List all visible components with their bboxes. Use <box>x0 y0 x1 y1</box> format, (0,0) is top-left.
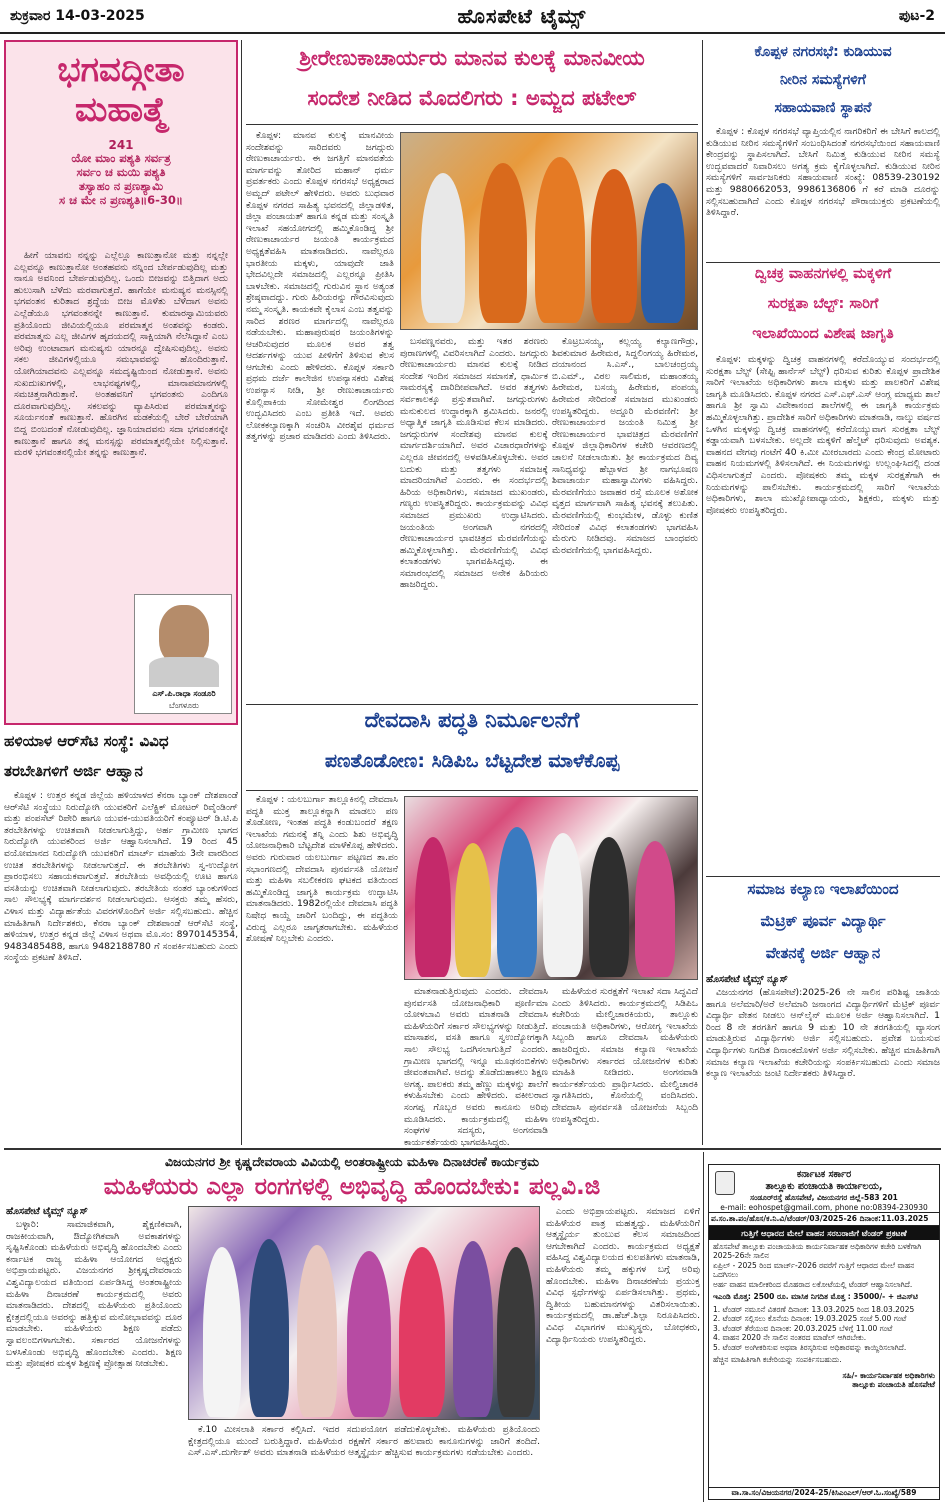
koppal-headline-1: ಕೊಪ್ಪಳ ನಗರಸಭೆ: ಕುಡಿಯುವ <box>754 44 892 60</box>
womensday-col-2: ಕೆ.10 ಮೀಸಲಾತಿ ಸರ್ಕಾರ ಕಲ್ಪಿಸಿದೆ. ಇದರ ಸದುಪಯೋಗ ಪಡೆದುಕೊಳ್ಳಬೇಕು. ಮಹಿಳೆಯರು ಪ್ರತಿಯೊಂದು ಕ್ಷೇತ್ರದಲ್ಲಿಯೂ ಮುಂದೆ ಬರುತ್ತಿದ್ದಾರೆ. ಮಹಿಳೆಯರ ರಕ್ಷಣೆಗೆ ಸರ್ಕಾರ ಹಲವಾರು ಕಾನೂನುಗಳನ್ನು ಜಾರಿಗೆ ತಂದಿದೆ. ಎಸ್.ಎಸ್.ದುರ್ಗೇಶ್ ಅವರು ಮಾತನಾಡಿ ಮಹಿಳೆಯರ ಆತ್ಮಸ್ಥೈರ್ಯ ಹೆಚ್ಚಿಸುವ ಕಾರ್ಯಕ್ರಮಗಳು ನಡೆಯಬೇಕು ಎಂದರು. <box>188 1424 540 1459</box>
notice-row: 4. ವಾಹನ 2020 ನೇ ಸಾಲಿನ ನಂತರದ ಮಾಡೆಲ್ ಆಗಿರಬೇಕು. <box>713 1333 867 1342</box>
notice-address: ಸಂಡೂರ್‌ರಸ್ತೆ ಹೊಸಪೇಟೆ, ವಿಜಯನಗರ ಜಿಲ್ಲೆ-583 201 <box>750 1193 898 1202</box>
womensday-col-3: ಎಂದು ಅಭಿಪ್ರಾಯಪಟ್ಟರು. ಸಮಾಜದ ಏಳಿಗೆ ಮಹಿಳೆಯರ ಪಾತ್ರ ಮಹತ್ವದ್ದು. ಮಹಿಳೆಯರಿಗೆ ಆತ್ಮಸ್ಥೈರ್ಯ ತುಂಬುವ ಕೆಲಸ ಸಮಾಜದಿಂದ ಆಗಬೇಕಾಗಿದೆ ಎಂದರು. ಕಾರ್ಯಕ್ರಮದ ಅಧ್ಯಕ್ಷತೆ ವಹಿಸಿದ್ದ ವಿಶ್ವವಿದ್ಯಾಲಯದ ಕುಲಪತಿಗಳು ಮಾತನಾಡಿ, ಮಹಿಳೆಯರು ತಮ್ಮ ಹಕ್ಕುಗಳ ಬಗ್ಗೆ ಅರಿವು ಹೊಂದಬೇಕು. ಮಹಿಳಾ ದಿನಾಚರಣೆಯ ಪ್ರಯುಕ್ತ ವಿವಿಧ ಸ್ಪರ್ಧೆಗಳನ್ನು ಏರ್ಪಡಿಸಲಾಗಿತ್ತು. ಪ್ರಥಮ, ದ್ವಿತೀಯ ಬಹುಮಾನಗಳನ್ನು ವಿತರಿಸಲಾಯಿತು. ಕಾರ್ಯಕ್ರಮದಲ್ಲಿ ಡಾ.ಹೆಚ್.ಶಿಲ್ಪಾ ನಿರೂಪಿಸಿದರು. ವಿವಿಧ ವಿಭಾಗಗಳ ಮುಖ್ಯಸ್ಥರು, ಬೋಧಕರು, ವಿದ್ಯಾರ್ಥಿನಿಯರು ಉಪಸ್ಥಿತರಿದ್ದರು. <box>546 1206 700 1345</box>
notice-banner: ಗುತ್ತಿಗೆ ಆಧಾರದ ಮೇಲೆ ವಾಹನ ಸರಬರಾಜಿಗೆ ಟೆಂಡರ್ ಪ್ರಕಟಣೆ <box>709 1226 939 1240</box>
devadasi-col-3: ಮಹಿಳೆಯರ ಸುರಕ್ಷತೆಗೆ ಇಲಾಖೆ ಸದಾ ಸಿದ್ಧವಿದೆ ಎಂದು ತಿಳಿಸಿದರು. ಕಾರ್ಯಕ್ರಮದಲ್ಲಿ ಸಿಡಿಪಿಒ ಕಚೇರಿಯ ಮೇಲ್ವಿಚಾರಕಿಯರು, ತಾಲ್ಲೂಕು ಪಂಚಾಯತಿ ಅಧಿಕಾರಿಗಳು, ಆರೋಗ್ಯ ಇಲಾಖೆಯ ಸಿಬ್ಬಂದಿ ಹಾಗೂ ದೇವದಾಸಿ ಮಹಿಳೆಯರು ಹಾಜರಿದ್ದರು. ಸಮಾಜ ಕಲ್ಯಾಣ ಇಲಾಖೆಯ ಅಧಿಕಾರಿಗಳು ಸರ್ಕಾರದ ಯೋಜನೆಗಳ ಕುರಿತು ಮಾಹಿತಿ ನೀಡಿದರು. ಅಂಗನವಾಡಿ ಕಾರ್ಯಕರ್ತೆಯರು ಪ್ರಾರ್ಥಿಸಿದರು. ಮೇಲ್ವಿಚಾರಕಿ ಸ್ವಾಗತಿಸಿದರು, ಕೊನೆಯಲ್ಲಿ ವಂದಿಸಿದರು. ದೇವದಾಸಿ ಪುನರ್ವಸತಿ ಯೋಜನೆಯ ಸಿಬ್ಬಂದಿ ಉಪಸ್ಥಿತರಿದ್ದರು. <box>552 986 698 1125</box>
person-figure <box>589 837 629 977</box>
author-name: ಎಸ್.ಪಿ.ರಾಧಾ ಸಂಡೂರಿ <box>152 689 216 698</box>
renuka-col-1: ಕೊಪ್ಪಳ: ಮಾನವ ಕುಲಕ್ಕೆ ಮಾನವೀಯ ಸಂದೇಶವನ್ನು ಸಾರಿದವರು ಜಗದ್ಗುರು ರೇಣುಕಾಚಾರ್ಯರು. ಈ ಜಗತ್ತಿಗೆ ಮಾನವತೆಯ ಮಾರ್ಗವನ್ನು ತೋರಿದ ಮಹಾನ್ ಧರ್ಮ ಪ್ರವರ್ತಕರು ಎಂದು ಕೊಪ್ಪಳ ನಗರಸಭೆ ಅಧ್ಯಕ್ಷರಾದ ಅಮ್ಜದ್ ಪಟೇಲ್ ಹೇಳಿದರು. ಅವರು ಬುಧವಾರ ಕೊಪ್ಪಳ ನಗರದ ಸಾಹಿತ್ಯ ಭವನದಲ್ಲಿ ಜಿಲ್ಲಾಡಳಿತ, ಜಿಲ್ಲಾ ಪಂಚಾಯತ್ ಹಾಗೂ ಕನ್ನಡ ಮತ್ತು ಸಂಸ್ಕೃತಿ ಇಲಾಖೆ ಸಹಯೋಗದಲ್ಲಿ ಹಮ್ಮಿಕೊಂಡಿದ್ದ ಶ್ರೀ ರೇಣುಕಾಚಾರ್ಯರ ಜಯಂತಿ ಕಾರ್ಯಕ್ರಮದ ಅಧ್ಯಕ್ಷತೆವಹಿಸಿ ಮಾತನಾಡಿದರು. ನಾವೆಲ್ಲರೂ ಭಾರತೀಯ ಮಕ್ಕಳು, ಯಾವುದೇ ಜಾತಿ ಭೇದವಿಲ್ಲದೇ ಸಮಾಜದಲ್ಲಿ ಎಲ್ಲರನ್ನೂ ಪ್ರೀತಿಸಿ ಬಾಳಬೇಕು. ಸಮಾಜದಲ್ಲಿ ಗುರುವಿನ ಸ್ಥಾನ ಅತ್ಯಂತ ಶ್ರೇಷ್ಠವಾದದ್ದು. ಗುರು ಹಿರಿಯರನ್ನು ಗೌರವಿಸುವುದು ನಮ್ಮ ಸಂಸ್ಕೃತಿ. ಕಾಯಕವೇ ಕೈಲಾಸ ಎಂಬ ತತ್ವವನ್ನು ಸಾರಿದ ಶರಣರ ಮಾರ್ಗದಲ್ಲಿ ನಾವೆಲ್ಲರೂ ನಡೆಯಬೇಕು. ಮಹಾಪುರುಷರ ಜಯಂತಿಗಳನ್ನು ಆಚರಿಸುವುದರ ಮೂಲಕ ಅವರ ತತ್ವ ಆದರ್ಶಗಳನ್ನು ಯುವ ಪೀಳಿಗೆಗೆ ತಿಳಿಸುವ ಕೆಲಸ ಆಗಬೇಕು ಎಂದು ಹೇಳಿದರು. ಕೊಪ್ಪಳ ಸರ್ಕಾರಿ ಪ್ರಥಮ ದರ್ಜೆ ಕಾಲೇಜಿನ ಉಪನ್ಯಾಸಕರು ವಿಶೇಷ ಉಪನ್ಯಾಸ ನೀಡಿ, ಶ್ರೀ ರೇಣುಕಾಚಾರ್ಯರು ಕೊಲ್ಲಿಪಾಕಿಯ ಸೋಮೇಶ್ವರ ಲಿಂಗದಿಂದ ಉದ್ಭವಿಸಿದರು ಎಂಬ ಪ್ರತೀತಿ ಇದೆ. ಅವರು ಲೋಕಕಲ್ಯಾಣಕ್ಕಾಗಿ ಸಂಚರಿಸಿ ವೀರಶೈವ ಧರ್ಮದ ತತ್ವಗಳನ್ನು ಪ್ರಚಾರ ಮಾಡಿದರು ಎಂದು ತಿಳಿಸಿದರು. <box>246 130 394 443</box>
notice-row: ಹೊಸಪೇಟೆ ತಾಲ್ಲೂಕು ಪಂಚಾಯತಿಯ ಕಾರ್ಯನಿರ್ವಾಹಕ ಅಧಿಕಾರಿಗಳ ಕಚೇರಿ ಬಳಕೆಗಾಗಿ 2025-26ನೇ ಸಾಲಿನ <box>713 1241 922 1260</box>
author-city: ಬೆಂಗಳೂರು <box>169 701 199 710</box>
person-figure <box>415 837 451 977</box>
person-figure <box>455 843 491 977</box>
womensday-headline: ಮಹಿಳೆಯರು ಎಲ್ಲಾ ರಂಗಗಳಲ್ಲಿ ಅಭಿವೃದ್ಧಿ ಹೊಂದಬೇಕು: ಪಲ್ಲವಿ.ಜಿ <box>103 1174 601 1200</box>
notice-ref: ಪ.ಸಂ.ತಾ.ಪಂ/ಹೊಸ/ಕ.ನಿ.ವಿ/ಟೆಂಡರ್/03/2025-26 ದಿನಾಂಕ:11.03.2025 <box>709 1212 939 1226</box>
person-figure <box>453 1241 493 1417</box>
notice-row: ಅರ್ಹ ವಾಹನ ಮಾಲೀಕರಿಂದ ಮೊಹರಾದ ಲಕೋಟೆಯಲ್ಲಿ ಟೆಂಡರ್ ಆಹ್ವಾನಿಸಲಾಗಿದೆ. <box>713 1279 913 1289</box>
devadasi-headline-1: ದೇವದಾಸಿ ಪದ್ಧತಿ ನಿರ್ಮೂಲನೆಗೆ <box>364 708 580 732</box>
issue-date: ಶುಕ್ರವಾರ 14-03-2025 <box>10 8 145 24</box>
author-face <box>159 605 209 665</box>
person-figure <box>297 1245 337 1417</box>
notice-row: 3. ಟೆಂಡರ್ ತೆರೆಯುವ ದಿನಾಂಕ: 20.03.2025 ಬೆಳಿಗ್ಗೆ 11.00 ಗಂಟೆ <box>713 1323 893 1333</box>
renuka-col-3: ಕೊಟ್ರಬಸಯ್ಯ, ಕಲ್ಲಯ್ಯ ಕಲ್ಯಾಣಗೌಡ್ರು, ಶಿವಕುಮಾರ ಹಿರೇಮಠ, ಸಿದ್ದಲಿಂಗಯ್ಯ ಹಿರೇಮಠ, ದಯಾನಂದ ಸಿ.ಎಸ್., ಬಾಲಚಂದ್ರಯ್ಯ ಬಿ.ಎಮ್., ವಿಠಲ ಸಾಲಿಮಠ, ಮಹಾಂತಯ್ಯ ಹಿರೇಮಠ, ಬಸಯ್ಯ ಹಿರೇಮಠ, ಪಂಪಯ್ಯ ಹಿರೇಮಠ ಸೇರಿದಂತೆ ಸಮಾಜದ ಮುಖಂಡರು ಉಪಸ್ಥಿತರಿದ್ದರು. ಅದ್ದೂರಿ ಮೆರವಣಿಗೆ: ಶ್ರೀ ರೇಣುಕಾಚಾರ್ಯರ ಜಯಂತಿ ನಿಮಿತ್ತ ಶ್ರೀ ರೇಣುಕಾಚಾರ್ಯರ ಭಾವಚಿತ್ರದ ಮೆರವಣಿಗೆಗೆ ಕೊಪ್ಪಳ ಜಿಲ್ಲಾಧಿಕಾರಿಗಳ ಕಚೇರಿ ಆವರಣದಲ್ಲಿ ಚಾಲನೆ ನೀಡಲಾಯಿತು. ಶ್ರೀ ಕಾರ್ಯಕ್ರಮದ ದಿವ್ಯ ಸಾನಿಧ್ಯವನ್ನು ಹೆಬ್ಬಾಳದ ಶ್ರೀ ನಾಗಭೂಷಣ ಶಿವಾಚಾರ್ಯ ಮಹಾಸ್ವಾಮಿಗಳು ವಹಿಸಿದ್ದರು. ಮೆರವಣಿಗೆಯು ಜವಾಹರ ರಸ್ತೆ ಮೂಲಕ ಅಶೋಕ ವೃತ್ತದ ಮಾರ್ಗವಾಗಿ ಸಾಹಿತ್ಯ ಭವನಕ್ಕೆ ತಲುಪಿತು. ಮೆರವಣಿಗೆಯಲ್ಲಿ ಕುಂಭಮೇಳ, ಡೊಳ್ಳು ಕುಣಿತ ಸೇರಿದಂತೆ ವಿವಿಧ ಕಲಾತಂಡಗಳು ಭಾಗವಹಿಸಿ ಮೆರುಗು ನೀಡಿದವು. ಸಮಾಜದ ಬಾಂಧವರು ಮೆರವಣಿಗೆಯಲ್ಲಿ ಭಾಗವಹಿಸಿದ್ದರು. <box>552 336 698 556</box>
womensday-kicker: ವಿಜಯನಗರ ಶ್ರೀ ಕೃಷ್ಣದೇವರಾಯ ವಿವಿಯಲ್ಲಿ ಅಂತರಾಷ್ಟ್ರೀಯ ಮಹಿಳಾ ದಿನಾಚರಣೆ ಕಾರ್ಯಕ್ರಮ <box>164 1154 540 1169</box>
seatbelt-headline-2: ಸುರಕ್ಷತಾ ಬೆಲ್ಟ್: ಸಾರಿಗೆ <box>767 296 879 312</box>
devadasi-event-photo <box>404 796 698 980</box>
person-figure <box>543 833 583 977</box>
gita-body: ಹೀಗೆ ಯಾವನು ನನ್ನನ್ನು ಎಲ್ಲೆಲ್ಲೂ ಕಾಣುತ್ತಾನೋ ಮತ್ತು ನನ್ನಲ್ಲೇ ಎಲ್ಲವನ್ನೂ ಕಾಣುತ್ತಾನೋ ಅಂತಹವನು ನನ್ನಿಂದ ಬೇರ್ಪಡುವುದಿಲ್ಲ ಮತ್ತು ನಾನೂ ಅವನಿಂದ ಬೇರ್ಪಡುವುದಿಲ್ಲ. ಒಂದು ಬೀಜವನ್ನು ಬಿತ್ತಿದಾಗ ಅದು ಹುಲುಸಾಗಿ ಬೆಳೆದು ಮರವಾಗುತ್ತದೆ. ಹಾಗೆಯೇ ಮನುಷ್ಯನ ಮನಸ್ಸಿನಲ್ಲಿ ಭಗವಂತನ ಕುರಿತಾದ ಶ್ರದ್ಧೆಯ ಬೀಜ ಮೊಳೆತು ಬೆಳೆದಾಗ ಅವನು ಎಲ್ಲೆಡೆಯೂ ಭಗವಂತನನ್ನೇ ಕಾಣುತ್ತಾನೆ. ಕುಮಾರಸ್ವಾಮಿಯವರು ಪ್ರತಿಯೊಂದು ಜೀವಿಯಲ್ಲಿಯೂ ಪರಮಾತ್ಮನ ಅಂಶವನ್ನು ಕಂಡರು. ಪರಮಾತ್ಮನು ಎಲ್ಲ ಜೀವಿಗಳ ಹೃದಯದಲ್ಲಿ ಸಾಕ್ಷಿಯಾಗಿ ನೆಲೆಸಿದ್ದಾನೆ ಎಂಬ ಅರಿವು ಉಂಟಾದಾಗ ಮನುಷ್ಯನು ಯಾರನ್ನೂ ದ್ವೇಷಿಸುವುದಿಲ್ಲ. ಅವನು ಸಕಲ ಜೀವಿಗಳಲ್ಲಿಯೂ ಸಮಭಾವವನ್ನು ಹೊಂದಿರುತ್ತಾನೆ. ಯೋಗಿಯಾದವನು ಎಲ್ಲವನ್ನೂ ಸಮದೃಷ್ಟಿಯಿಂದ ನೋಡುತ್ತಾನೆ. ಅವನು ಸುಖದುಃಖಗಳಲ್ಲಿ, ಲಾಭನಷ್ಟಗಳಲ್ಲಿ, ಮಾನಾಪಮಾನಗಳಲ್ಲಿ ಸಮಚಿತ್ತನಾಗಿರುತ್ತಾನೆ. ಅಂತಹವನಿಗೆ ಭಗವಂತನು ಎಂದಿಗೂ ದೂರವಾಗುವುದಿಲ್ಲ. ಸಕಲವನ್ನು ವ್ಯಾಪಿಸಿರುವ ಪರಮಾತ್ಮನನ್ನು ಸೂರ್ಯನಂತೆ ಕಾಣುತ್ತಾನೆ. ಹೊರಗಿನ ಮಡಕೆಯಲ್ಲಿ ಬೇರೆ ಬೇರೆಯಾಗಿ ಬಿದ್ದ ಬಿಂಬದಂತೆ ನೋಡುವುದಿಲ್ಲ. ಜ್ಞಾನಿಯಾದವನು ಸದಾ ಭಗವಂತನನ್ನೇ ಕಾಣುತ್ತಾನೆ ಹಾಗೂ ತನ್ನ ಮನಸ್ಸನ್ನು ಪರಮಾತ್ಮನಲ್ಲಿಯೇ ನಿಲ್ಲಿಸುತ್ತಾನೆ. ಮರಳಿ ಭಗವಂತನಲ್ಲಿಯೇ ತನ್ನನ್ನು ಕಾಣುತ್ತಾನೆ. <box>14 250 228 459</box>
newspaper-name: ಹೊಸಪೇಟೆ ಟೈಮ್ಸ್ <box>457 4 587 28</box>
section-rule <box>706 876 940 877</box>
author-shirt <box>149 657 219 687</box>
notice-rows <box>709 1240 939 1392</box>
column-divider <box>703 1152 704 1502</box>
scholarship-body: ವಿಜಯನಗರ (ಹೊಸಪೇಟೆ):2025-26 ನೇ ಸಾಲಿನ ಪರಿಶಿಷ್ಟ ಜಾತಿಯ ಹಾಗೂ ಅಲೆಮಾರಿ/ಅರೆ ಅಲೆಮಾರಿ ಜನಾಂಗದ ವಿದ್ಯಾರ್ಥಿಗಳಿಗೆ ಮೆಟ್ರಿಕ್ ಪೂರ್ವ ವಿದ್ಯಾರ್ಥಿ ವೇತನ ನೀಡಲು ಆನ್‌ಲೈನ್ ಮೂಲಕ ಅರ್ಜಿ ಆಹ್ವಾನಿಸಲಾಗಿದೆ. 1 ರಿಂದ 8 ನೇ ತರಗತಿಗೆ ಹಾಗೂ 9 ಮತ್ತು 10 ನೇ ತರಗತಿಯಲ್ಲಿ ವ್ಯಾಸಂಗ ಮಾಡುತ್ತಿರುವ ವಿದ್ಯಾರ್ಥಿಗಳು ಅರ್ಜಿ ಸಲ್ಲಿಸಬಹುದು. ಪ್ರವೇಶ ಬಯಸುವ ವಿದ್ಯಾರ್ಥಿಗಳು ನಿಗದಿತ ದಿನಾಂಕದೊಳಗೆ ಅರ್ಜಿ ಸಲ್ಲಿಸಬೇಕು. ಹೆಚ್ಚಿನ ಮಾಹಿತಿಗಾಗಿ ಸಮಾಜ ಕಲ್ಯಾಣ ಇಲಾಖೆಯ ಕಚೇರಿಯನ್ನು ಸಂಪರ್ಕಿಸಬಹುದು ಎಂದು ಸಮಾಜ ಕಲ್ಯಾಣ ಇಲಾಖೆಯ ಜಂಟಿ ನಿರ್ದೇಶಕರು ತಿಳಿಸಿದ್ದಾರೆ. <box>706 987 940 1080</box>
notice-row: ಏಪ್ರಿಲ್ - 2025 ರಿಂದ ಮಾರ್ಚ್-2026 ರವರೆಗೆ ಗುತ್ತಿಗೆ ಆಧಾರದ ಮೇಲೆ ವಾಹನ ಒದಗಿಸಲು <box>713 1260 915 1279</box>
scholarship-dateline: ಹೊಸಪೇಟೆ ಟೈಮ್ಸ್ ನ್ಯೂಸ್ <box>706 974 788 985</box>
devadasi-col-2: ಮಾತನಾಡುತ್ತಿರುವುದು ಎಂದರು. ದೇವದಾಸಿ ಪುನರ್ವಸತಿ ಯೋಜನಾಧಿಕಾರಿ ಪೂರ್ಣಿಮಾ ಯೋಳಬಾವಿ ಅವರು ಮಾತನಾಡಿ ದೇವದಾಸಿ ಮಹಿಳೆಯರಿಗೆ ಸರ್ಕಾರ ಸೌಲಭ್ಯಗಳನ್ನು ನೀಡುತ್ತಿದೆ. ಮಾಸಾಶನ, ವಸತಿ ಹಾಗೂ ಸ್ವಉದ್ಯೋಗಕ್ಕಾಗಿ ಸಾಲ ಸೌಲಭ್ಯ ಒದಗಿಸಲಾಗುತ್ತಿದೆ ಎಂದರು. ಗ್ರಾಮೀಣ ಭಾಗದಲ್ಲಿ ಇನ್ನೂ ಮೂಢನಂಬಿಕೆಗಳು ಜೀವಂತವಾಗಿವೆ. ಅದನ್ನು ತೊಡೆದುಹಾಕಲು ಶಿಕ್ಷಣ ಅಗತ್ಯ. ಪಾಲಕರು ತಮ್ಮ ಹೆಣ್ಣು ಮಕ್ಕಳನ್ನು ಶಾಲೆಗೆ ಕಳುಹಿಸಬೇಕು ಎಂದು ಹೇಳಿದರು. ವಕೀಲರಾದ ಸಂಗಪ್ಪ ಗೊಬ್ಬರ ಅವರು ಕಾನೂನು ಅರಿವು ಮೂಡಿಸಿದರು. ಕಾರ್ಯಕ್ರಮದಲ್ಲಿ ಮಹಿಳಾ ಸಂಘಗಳ ಸದಸ್ಯರು, ಅಂಗನವಾಡಿ ಕಾರ್ಯಕರ್ತೆಯರು ಭಾಗವಹಿಸಿದ್ದರು. <box>404 986 548 1148</box>
bhagavadgita-box <box>4 40 238 725</box>
seatbelt-headline-3: ಇಲಾಖೆಯಿಂದ ವಿಶೇಷ ಜಾಗೃತಿ <box>752 326 894 342</box>
verse-line: ತಸ್ಯಾಹಂ ನ ಪ್ರಣಶ್ಯಾಮಿ <box>78 178 164 193</box>
womensday-dateline: ಹೊಸಪೇಟೆ ಟೈಮ್ಸ್ ನ್ಯೂಸ್ <box>6 1206 88 1217</box>
verse-line: ಸರ್ವಂ ಚ ಮಯಿ ಪಶ್ಯತಿ <box>76 165 166 180</box>
womensday-col-1: ಬಳ್ಳಾರಿ: ಸಾಮಾಜಿಕವಾಗಿ, ಶೈಕ್ಷಣಿಕವಾಗಿ, ರಾಜಕೀಯವಾಗಿ, ಔದ್ಯೋಗಿಕವಾಗಿ ಅವಕಾಶಗಳನ್ನು ಸೃಷ್ಟಿಸಿಕೊಂಡು ಮಹಿಳೆಯರು ಅಭಿವೃದ್ಧಿ ಹೊಂದಬೇಕು ಎಂದು ಕರ್ನಾಟಕ ರಾಜ್ಯ ಮಹಿಳಾ ಆಯೋಗದ ಅಧ್ಯಕ್ಷರು ಅಭಿಪ್ರಾಯಪಟ್ಟರು. ವಿಜಯನಗರ ಶ್ರೀಕೃಷ್ಣದೇವರಾಯ ವಿಶ್ವವಿದ್ಯಾಲಯದ ವತಿಯಿಂದ ಏರ್ಪಡಿಸಿದ್ದ ಅಂತರಾಷ್ಟ್ರೀಯ ಮಹಿಳಾ ದಿನಾಚರಣೆ ಕಾರ್ಯಕ್ರಮದಲ್ಲಿ ಅವರು ಮಾತನಾಡಿದರು. ದೇಶದಲ್ಲಿ ಮಹಿಳೆಯರು ಪ್ರತಿಯೊಂದು ಕ್ಷೇತ್ರದಲ್ಲಿಯೂ ಅವರನ್ನು ಹತ್ತಿಕ್ಕುವ ಮನೋಭಾವವನ್ನು ದೂರ ಮಾಡಬೇಕು. ಮಹಿಳೆಯರು ಶಿಕ್ಷಣ ಪಡೆದು ಸ್ವಾವಲಂಬಿಗಳಾಗಬೇಕು. ಸರ್ಕಾರದ ಯೋಜನೆಗಳನ್ನು ಬಳಸಿಕೊಂಡು ಅಭಿವೃದ್ಧಿ ಹೊಂದಬೇಕು ಎಂದರು. ಶಿಕ್ಷಣ ಮತ್ತು ಪೋಷಕರ ಮಕ್ಕಳ ಶಿಕ್ಷಣಕ್ಕೆ ಪ್ರೋತ್ಸಾಹ ನೀಡಬೇಕು. <box>6 1219 182 1370</box>
rseti-headline-2: ತರಬೇತಿಗಳಿಗೆ ಅರ್ಜಿ ಆಹ್ವಾನ <box>4 762 143 780</box>
koppal-headline-2: ನೀರಿನ ಸಮಸ್ಯೆಗಳಿಗೆ <box>780 72 866 88</box>
notice-gov: ಕರ್ನಾಟಕ ಸರ್ಕಾರ <box>796 1169 852 1180</box>
renuka-headline-1: ಶ್ರೀರೇಣುಕಾಚಾರ್ಯರು ಮಾನವ ಕುಲಕ್ಕೆ ಮಾನವೀಯ <box>299 46 645 70</box>
seatbelt-headline-1: ದ್ವಿಚಕ್ರ ವಾಹನಗಳಲ್ಲಿ ಮಕ್ಕಳಿಗೆ <box>754 266 892 282</box>
person-figure <box>497 1247 535 1417</box>
scholarship-headline-1: ಸಮಾಜ ಕಲ್ಯಾಣ ಇಲಾಖೆಯಿಂದ <box>747 880 899 898</box>
column-divider <box>702 40 703 1145</box>
devadasi-headline-2: ಪಣತೊಡೋಣ: ಸಿಡಿಪಿಒ ಬೆಟ್ಟದೇಶ ಮಾಳೆಕೊಪ್ಪ <box>324 750 620 772</box>
person-figure <box>347 1251 391 1417</box>
person-figure <box>203 1247 241 1417</box>
author-photo <box>134 594 232 714</box>
person-figure <box>249 1239 289 1417</box>
gita-title-1: ಭಗವದ್ಗೀತಾ <box>57 50 185 90</box>
person-figure <box>421 173 465 323</box>
notice-row: 1. ಟೆಂಡರ್ ನಮೂನೆ ವಿತರಣೆ ದಿನಾಂಕ: 13.03.2025 ರಿಂದ 18.03.2025 <box>713 1304 915 1314</box>
koppal-headline-3: ಸಹಾಯವಾಣಿ ಸ್ಥಾಪನೆ <box>774 100 872 116</box>
scholarship-headline-3: ವೇತನಕ್ಕೆ ಅರ್ಜಿ ಆಹ್ವಾನ <box>765 944 881 962</box>
verse-line: ಯೋ ಮಾಂ ಪಶ್ಯತಿ ಸರ್ವತ್ರ <box>71 151 171 166</box>
headline-rule <box>246 124 698 125</box>
person-figure <box>479 163 527 323</box>
renuka-event-photo <box>400 132 698 330</box>
womensday-event-photo <box>188 1206 540 1420</box>
notice-row: 5. ಟೆಂಡರ್ ಅಂಗೀಕರಿಸುವ ಅಥವಾ ತಿರಸ್ಕರಿಸುವ ಅಧಿಕಾರವನ್ನು ಕಾಯ್ದಿರಿಸಲಾಗಿದೆ. <box>713 1342 907 1352</box>
koppal-body: ಕೊಪ್ಪಳ : ಕೊಪ್ಪಳ ನಗರಸಭೆ ವ್ಯಾಪ್ತಿಯಲ್ಲಿನ ನಾಗರಿಕರಿಗೆ ಈ ಬೇಸಿಗೆ ಕಾಲದಲ್ಲಿ ಕುಡಿಯುವ ನೀರಿನ ಸಮಸ್ಯೆಗಳಿಗೆ ಸಂಬಂಧಿಸಿದಂತೆ ನಗರಸಭೆಯಿಂದ ಸಹಾಯವಾಣಿ ಕೇಂದ್ರವನ್ನು ಸ್ಥಾಪಿಸಲಾಗಿದೆ. ಬೇಸಿಗೆ ನಿಮಿತ್ತ ಕುಡಿಯುವ ನೀರಿನ ಸಮಸ್ಯೆ ಉದ್ಭವವಾದರೆ ನಿವಾರಿಸಲು ಅಗತ್ಯ ಕ್ರಮ ಕೈಗೊಳ್ಳಲಾಗಿದೆ. ಕುಡಿಯುವ ನೀರಿನ ಸಮಸ್ಯೆಗಳಿಗೆ ಸಾರ್ವಜನಿಕರು ಸಹಾಯವಾಣಿ ಸಂಖ್ಯೆ: 08539-230192 ಮತ್ತು 9880662053, 9986136806 ಗೆ ಕರೆ ಮಾಡಿ ದೂರನ್ನು ಸಲ್ಲಿಸಬಹುದಾಗಿದೆ ಎಂದು ಕೊಪ್ಪಳ ನಗರಸಭೆ ಪೌರಾಯುಕ್ತರು ಪ್ರಕಟಣೆಯಲ್ಲಿ ತಿಳಿಸಿದ್ದಾರೆ. <box>706 126 940 219</box>
column-divider <box>241 40 242 1145</box>
notice-row: ಸಹಿ/- ಕಾರ್ಯನಿರ್ವಾಹಕ ಅಧಿಕಾರಿಗಳು <box>842 1370 935 1380</box>
notice-row: ಹೆಚ್ಚಿನ ಮಾಹಿತಿಗಾಗಿ ಕಚೇರಿಯನ್ನು ಸಂಪರ್ಕಿಸಬಹುದು. <box>713 1355 842 1364</box>
notice-sign: ತಾಲ್ಲೂಕು ಪಂಚಾಯತಿ ಹೊಸಪೇಟೆ <box>852 1380 935 1389</box>
rseti-headline-1: ಹಳಿಯಾಳ ಆರ್‌ಸೆಟಿ ಸಂಸ್ಥೆ: ವಿವಿಧ <box>4 732 169 750</box>
headline-rule <box>246 790 698 791</box>
notice-footer: ವಾ.ಸಾ.ಸಂ/ವಿಜಯನಗರ/2024-25/ಕಿಸಿಎಂಎಲ್/ಆರ್.ಓ.ಸಂಖ್ಯೆ/589 <box>709 1487 939 1498</box>
person-figure <box>635 841 675 977</box>
renuka-col-2: ಬಸವಣ್ಣನವರು, ಮತ್ತು ಇತರ ಶರಣರು ಪುರಾಣಗಳಲ್ಲಿ ವಿವರಿಸಲಾಗಿದೆ ಎಂದರು. ಜಗದ್ಗುರು ರೇಣುಕಾಚಾರ್ಯರು ಮಾನವ ಕುಲಕ್ಕೆ ನೀಡಿದ ಸಂದೇಶ ಇಂದಿನ ಸಮಾಜದ ಸಮಾನತೆ, ಧಾರ್ಮಿಕ ಸಾಮರಸ್ಯಕ್ಕೆ ದಾರಿದೀಪವಾಗಿದೆ. ಅವರ ತತ್ವಗಳು ಸರ್ವಕಾಲಕ್ಕೂ ಪ್ರಸ್ತುತವಾಗಿವೆ. ಜಗದ್ಗುರುಗಳು ಮನುಕುಲದ ಉದ್ಧಾರಕ್ಕಾಗಿ ಶ್ರಮಿಸಿದರು. ಜನರಲ್ಲಿ ಅಧ್ಯಾತ್ಮಿಕ ಜಾಗೃತಿ ಮೂಡಿಸುವ ಕೆಲಸ ಮಾಡಿದರು. ಜಗದ್ಗುರುಗಳ ಸಂದೇಶವು ಮಾನವ ಕುಲಕ್ಕೆ ಮಾರ್ಗದರ್ಶಿಯಾಗಿದೆ. ಅವರ ವಿಚಾರಧಾರೆಗಳನ್ನು ಎಲ್ಲರೂ ಜೀವನದಲ್ಲಿ ಅಳವಡಿಸಿಕೊಳ್ಳಬೇಕು. ಅವರ ಬದುಕು ಮತ್ತು ತತ್ವಗಳು ಸಮಾಜಕ್ಕೆ ಮಾದರಿಯಾಗಿವೆ ಎಂದರು. ಈ ಸಂದರ್ಭದಲ್ಲಿ ಹಿರಿಯ ಅಧಿಕಾರಿಗಳು, ಸಮಾಜದ ಮುಖಂಡರು, ಗಣ್ಯರು ಉಪಸ್ಥಿತರಿದ್ದರು. ಕಾರ್ಯಕ್ರಮವನ್ನು ವಿವಿಧ ಸಮಾಜದ ಪ್ರಮುಖರು ಉದ್ಘಾಟಿಸಿದರು. ಜಯಂತಿಯ ಅಂಗವಾಗಿ ನಗರದಲ್ಲಿ ರೇಣುಕಾಚಾರ್ಯರ ಭಾವಚಿತ್ರದ ಮೆರವಣಿಗೆಯನ್ನು ಹಮ್ಮಿಕೊಳ್ಳಲಾಗಿತ್ತು. ಮೆರವಣಿಗೆಯಲ್ಲಿ ವಿವಿಧ ಕಲಾತಂಡಗಳು ಭಾಗವಹಿಸಿದ್ದವು. ಈ ಸಮಾರಂಭದಲ್ಲಿ ಸಮಾಜದ ಅನೇಕ ಹಿರಿಯರು ಹಾಜರಿದ್ದರು. <box>400 336 548 591</box>
notice-email: e-mail: eohospet@gmail.com, phone no:08394-230930 <box>720 1202 928 1212</box>
seatbelt-body: ಕೊಪ್ಪಳ: ಮಕ್ಕಳನ್ನು ದ್ವಿಚಕ್ರ ವಾಹನಗಳಲ್ಲಿ ಕರೆದೊಯ್ಯುವ ಸಂದರ್ಭದಲ್ಲಿ ಸುರಕ್ಷತಾ ಬೆಲ್ಟ್ (ಸೇಫ್ಟಿ ಹಾರ್ನೆಸ್ ಬೆಲ್ಟ್) ಧರಿಸುವ ಕುರಿತು ಕೊಪ್ಪಳ ಪ್ರಾದೇಶಿಕ ಸಾರಿಗೆ ಇಲಾಖೆಯ ಅಧಿಕಾರಿಗಳು ಶಾಲಾ ಮಕ್ಕಳು ಮತ್ತು ಪಾಲಕರಿಗೆ ವಿಶೇಷ ಜಾಗೃತಿ ಮೂಡಿಸಿದರು. ಕೊಪ್ಪಳ ನಗರದ ಎಸ್.ಎಫ್.ಎಸ್ ಆಂಗ್ಲ ಮಾಧ್ಯಮ ಶಾಲೆ ಹಾಗೂ ಶ್ರೀ ಸ್ವಾಮಿ ವಿವೇಕಾನಂದ ಶಾಲೆಗಳಲ್ಲಿ ಈ ಜಾಗೃತಿ ಕಾರ್ಯಕ್ರಮ ಹಮ್ಮಿಕೊಳ್ಳಲಾಗಿತ್ತು. ಪ್ರಾದೇಶಿಕ ಸಾರಿಗೆ ಅಧಿಕಾರಿಗಳು ಮಾತನಾಡಿ, ನಾಲ್ಕು ವರ್ಷದ ಒಳಗಿನ ಮಕ್ಕಳನ್ನು ದ್ವಿಚಕ್ರ ವಾಹನಗಳಲ್ಲಿ ಕರೆದೊಯ್ಯುವಾಗ ಸುರಕ್ಷತಾ ಬೆಲ್ಟ್ ಕಡ್ಡಾಯವಾಗಿ ಬಳಸಬೇಕು. ಅಲ್ಲದೇ ಮಕ್ಕಳಿಗೆ ಹೆಲ್ಮೆಟ್ ಧರಿಸುವುದು ಅವಶ್ಯಕ. ವಾಹನದ ವೇಗವು ಗಂಟೆಗೆ 40 ಕಿ.ಮೀ ಮೀರಬಾರದು ಎಂದು ಕೇಂದ್ರ ಮೋಟಾರು ವಾಹನ ನಿಯಮಗಳಲ್ಲಿ ತಿಳಿಸಲಾಗಿದೆ. ಈ ನಿಯಮಗಳನ್ನು ಉಲ್ಲಂಘಿಸಿದಲ್ಲಿ ದಂಡ ವಿಧಿಸಲಾಗುತ್ತದೆ ಎಂದರು. ಪೋಷಕರು ತಮ್ಮ ಮಕ್ಕಳ ಸುರಕ್ಷತೆಗಾಗಿ ಈ ನಿಯಮಗಳನ್ನು ಪಾಲಿಸಬೇಕು. ಕಾರ್ಯಕ್ರಮದಲ್ಲಿ ಸಾರಿಗೆ ಇಲಾಖೆಯ ಅಧಿಕಾರಿಗಳು, ಶಾಲಾ ಮುಖ್ಯೋಪಾಧ್ಯಾಯರು, ಶಿಕ್ಷಕರು, ಮಕ್ಕಳು ಮತ್ತು ಪೋಷಕರು ಉಪಸ್ಥಿತರಿದ್ದರು. <box>706 354 940 516</box>
section-rule <box>4 1148 941 1150</box>
gita-title-2: ಮಹಾತ್ಮೆ <box>75 90 167 130</box>
notice-office: ತಾಲ್ಲೂಕು ಪಂಚಾಯತಿ ಕಾರ್ಯಾಲಯ, <box>765 1181 883 1192</box>
tender-notice <box>708 1164 940 1500</box>
devadasi-col-1: ಕೊಪ್ಪಳ : ಯಲಬುರ್ಗಾ ತಾಲ್ಲೂಕಿನಲ್ಲಿ ದೇವದಾಸಿ ಪದ್ಧತಿ ಮುಕ್ತ ತಾಲ್ಲೂಕನ್ನಾಗಿ ಮಾಡಲು ಪಣ ತೊಡೋಣ, ಇಂತಹ ಪದ್ಧತಿ ಕಂಡುಬಂದರೆ ತಕ್ಷಣ ಇಲಾಖೆಯ ಗಮನಕ್ಕೆ ತನ್ನಿ ಎಂದು ಶಿಶು ಅಭಿವೃದ್ಧಿ ಯೋಜನಾಧಿಕಾರಿ ಬೆಟ್ಟದೇಶ ಮಾಳೆಕೊಪ್ಪ ಹೇಳಿದರು. ಅವರು ಗುರುವಾರ ಯಲಬುರ್ಗಾ ಪಟ್ಟಣದ ತಾ.ಪಂ ಸಭಾಂಗಣದಲ್ಲಿ ದೇವದಾಸಿ ಪುನರ್ವಸತಿ ಯೋಜನೆ ಮತ್ತು ಮಹಿಳಾ ಸಬಲೀಕರಣ ಘಟಕದ ವತಿಯಿಂದ ಹಮ್ಮಿಕೊಂಡಿದ್ದ ಜಾಗೃತಿ ಕಾರ್ಯಕ್ರಮ ಉದ್ಘಾಟಿಸಿ ಮಾತನಾಡಿದರು. 1982ರಲ್ಲಿಯೇ ದೇವದಾಸಿ ಪದ್ಧತಿ ನಿಷೇಧ ಕಾಯ್ದೆ ಜಾರಿಗೆ ಬಂದಿದ್ದು, ಈ ಪದ್ಧತಿಯ ವಿರುದ್ಧ ಎಲ್ಲರೂ ಜಾಗೃತರಾಗಬೇಕು. ಮಹಿಳೆಯರ ಶೋಷಣೆ ನಿಲ್ಲಬೇಕು ಎಂದರು. <box>246 794 398 945</box>
person-figure <box>535 157 585 323</box>
masthead <box>0 0 945 34</box>
renuka-headline-2: ಸಂದೇಶ ನೀಡಿದ ಮೊದಲಿಗರು : ಅಮ್ಜದ ಪಟೇಲ್ <box>307 86 637 110</box>
scholarship-headline-2: ಮೆಟ್ರಿಕ್ ಪೂರ್ವ ವಿದ್ಯಾರ್ಥಿ <box>760 912 886 930</box>
person-figure <box>399 1247 445 1417</box>
verse-line: ಸ ಚ ಮೇ ನ ಪ್ರಣಶ್ಯತಿ॥6-30॥ <box>59 192 183 207</box>
notice-row: ಇಎಂಡಿ ಮೊತ್ತ: 2500 ರೂ. ಮಾಸಿಕ ನಿಗದಿತ ಮೊತ್ತ : 35000/- + ಜಿಎಸ್‌ಟಿ <box>713 1292 918 1301</box>
notice-row: 2. ಟೆಂಡರ್ ಸಲ್ಲಿಸಲು ಕೊನೆಯ ದಿನಾಂಕ: 19.03.2025 ಸಂಜೆ 5.00 ಗಂಟೆ <box>713 1314 907 1323</box>
person-figure <box>641 183 685 323</box>
karnataka-emblem-icon <box>715 1171 735 1195</box>
verse-number: 241 <box>108 138 134 152</box>
section-rule <box>706 262 940 263</box>
page-number: ಪುಟ-2 <box>898 8 935 24</box>
rseti-article <box>4 732 238 1142</box>
person-figure <box>591 169 637 323</box>
section-rule <box>246 704 698 705</box>
person-figure <box>497 827 537 977</box>
rseti-body: ಕೊಪ್ಪಳ : ಉತ್ತರ ಕನ್ನಡ ಜಿಲ್ಲೆಯ ಹಳಿಯಾಳದ ಕೆನರಾ ಬ್ಯಾಂಕ್ ದೇಶಪಾಂಡೆ ಆರ್‌ಸೆಟಿ ಸಂಸ್ಥೆಯು ನಿರುದ್ಯೋಗಿ ಯುವಕರಿಗೆ ಎಲೆಕ್ಟ್ರಿಕ್ ಮೋಟರ್ ರಿವೈಂಡಿಂಗ್ ಮತ್ತು ಪಂಪಸೆಟ್ ರಿಪೇರಿ ಹಾಗೂ ಯುವಕ-ಯುವತಿಯರಿಗೆ ಕಂಪ್ಯೂಟರ್ ಡಿ.ಟಿ.ಪಿ ತರಬೇತಿಗಳನ್ನು ಉಚಿತವಾಗಿ ನೀಡಲಾಗುತ್ತಿದ್ದು, ಅರ್ಹ ಗ್ರಾಮೀಣ ಭಾಗದ ನಿರುದ್ಯೋಗಿ ಯುವಕರಿಂದ ಅರ್ಜಿ ಆಹ್ವಾನಿಸಲಾಗಿದೆ. 19 ರಿಂದ 45 ವಯೋಮಾನದ ನಿರುದ್ಯೋಗಿ ಯುವಕರಿಗೆ ಮಾರ್ಚ್ ಮಾಹೆಯ 3ನೇ ವಾರದಿಂದ ಉಚಿತ ತರಬೇತಿಗಳನ್ನು ನೀಡಲಾಗುತ್ತದೆ. ಈ ತರಬೇತಿಗಳು ಸ್ವ-ಉದ್ಯೋಗ ಪ್ರಾರಂಭಿಸಲು ಸಹಾಯಕವಾಗುತ್ತವೆ. ತರಬೇತಿಯ ಅವಧಿಯಲ್ಲಿ ಊಟ ಹಾಗೂ ವಸತಿಯನ್ನು ಉಚಿತವಾಗಿ ನೀಡಲಾಗುವುದು. ತರಬೇತಿಯ ನಂತರ ಬ್ಯಾಂಕುಗಳಿಂದ ಸಾಲ ಸೌಲಭ್ಯಕ್ಕೆ ಮಾರ್ಗದರ್ಶನ ನೀಡಲಾಗುವುದು. ಆಸಕ್ತರು ತಮ್ಮ ಹೆಸರು, ವಿಳಾಸ ಮತ್ತು ವಿದ್ಯಾರ್ಹತೆಯ ವಿವರಗಳೊಂದಿಗೆ ಅರ್ಜಿ ಸಲ್ಲಿಸಬಹುದು. ಹೆಚ್ಚಿನ ಮಾಹಿತಿಗಾಗಿ ನಿರ್ದೇಶಕರು, ಕೆನರಾ ಬ್ಯಾಂಕ್ ದೇಶಪಾಂಡೆ ಆರ್‌ಸೆಟಿ ಸಂಸ್ಥೆ, ಹಳಿಯಾಳ, ಉತ್ತರ ಕನ್ನಡ ಜಿಲ್ಲೆ ವಿಳಾಸ ಅಥವಾ ಮೊ.ಸಂ: 8970145354, 9483485488, ಹಾಗೂ 9482188780 ಗೆ ಸಂಪರ್ಕಿಸಬಹುದು ಎಂದು ಸಂಸ್ಥೆಯ ಪ್ರಕಟಣೆ ತಿಳಿಸಿದೆ. <box>4 790 238 964</box>
